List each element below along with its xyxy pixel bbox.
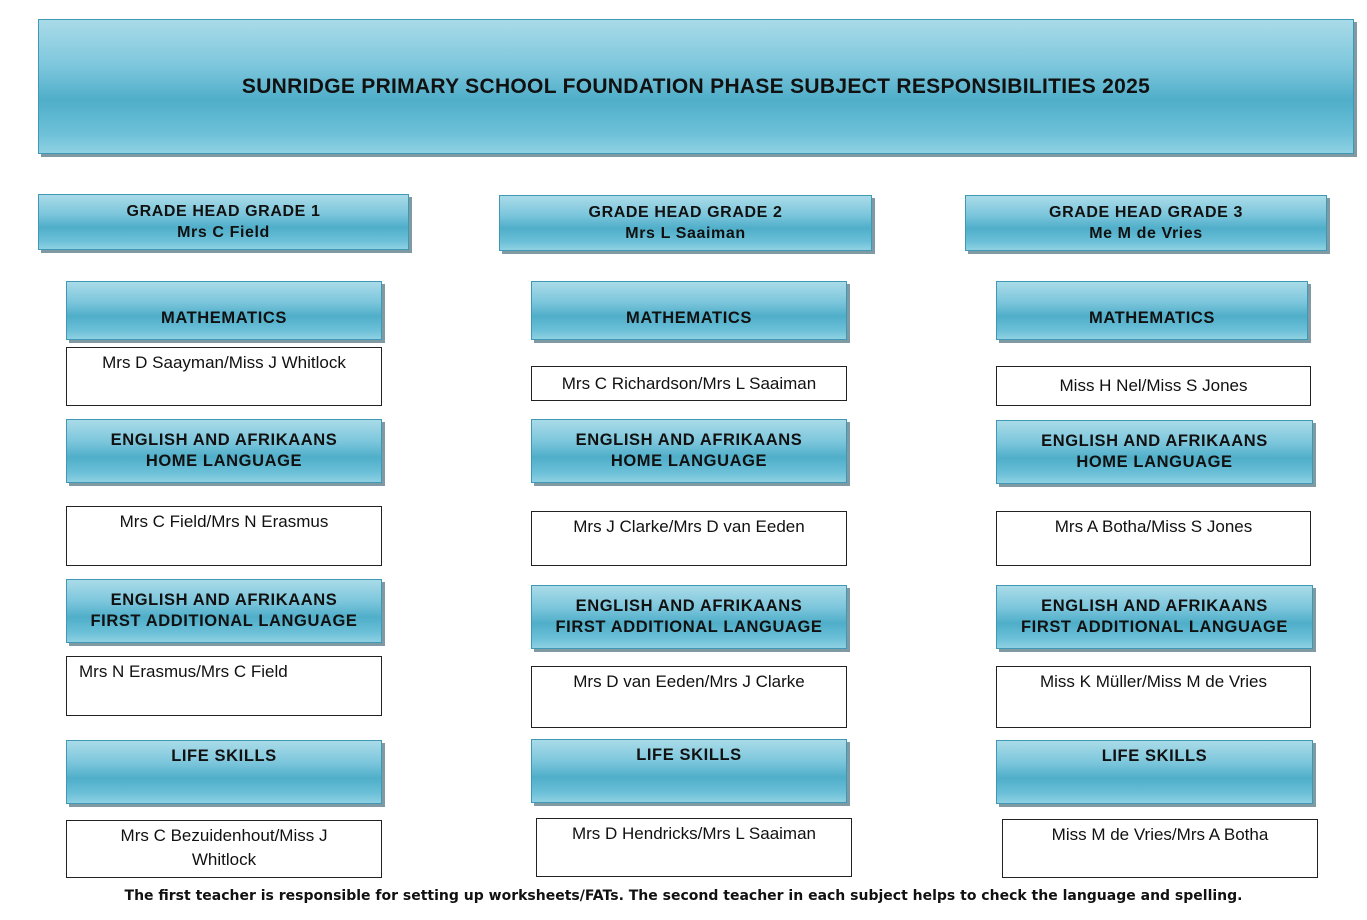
grade1-math-teachers-box [66, 347, 382, 406]
grade1-fal-teachers: Mrs N Erasmus/Mrs C Field [79, 662, 288, 681]
grade1-hl-teachers: Mrs C Field/Mrs N Erasmus [119, 512, 329, 531]
grade1-hl-teachers-box [66, 506, 382, 566]
grade2-ls-header [531, 739, 847, 803]
page-title-text: SUNRIDGE PRIMARY SCHOOL FOUNDATION PHASE SUBJECT RESPONSIBILITIES 2025 [241, 74, 1151, 98]
grade3-hl-label-1: ENGLISH AND AFRIKAANS [1041, 432, 1268, 450]
grade2-math-teachers: Mrs C Richardson/Mrs L Saaiman [561, 373, 817, 393]
grade2-hl-label-1: ENGLISH AND AFRIKAANS [575, 431, 803, 449]
page-title [38, 19, 1354, 154]
grade1-hl-label-1: ENGLISH AND AFRIKAANS [110, 431, 338, 449]
grade3-hl-label-2: HOME LANGUAGE [1076, 453, 1233, 471]
grade1-fal-label-2: FIRST ADDITIONAL LANGUAGE [90, 612, 358, 630]
grade3-math-header [996, 281, 1308, 340]
grade3-math-label: MATHEMATICS [1088, 309, 1216, 327]
grade1-math-label: MATHEMATICS [160, 309, 288, 327]
grade3-ls-teachers: Miss M de Vries/Mrs A Botha [1051, 825, 1269, 844]
grade1-ls-label: LIFE SKILLS [171, 747, 277, 765]
grade3-head-name: Me M de Vries [1089, 225, 1203, 242]
grade3-math-teachers: Miss H Nel/Miss S Jones [1059, 376, 1248, 395]
grade2-ls-teachers-box [536, 818, 852, 877]
grade2-hl-label-2: HOME LANGUAGE [610, 452, 768, 470]
grade1-head-label: GRADE HEAD GRADE 1 [126, 203, 321, 220]
grade2-ls-teachers: Mrs D Hendricks/Mrs L Saaiman [571, 824, 817, 843]
grade3-ls-label: LIFE SKILLS [1101, 747, 1208, 765]
grade2-fal-label-1: ENGLISH AND AFRIKAANS [575, 597, 803, 615]
grade1-ls-teachers-box [66, 820, 382, 878]
grade3-ls-teachers-box [1002, 819, 1318, 878]
grade2-head-box [499, 195, 872, 251]
grade2-hl-teachers: Mrs J Clarke/Mrs D van Eeden [573, 517, 805, 536]
grade3-hl-header [996, 420, 1313, 484]
grade2-head-label: GRADE HEAD GRADE 2 [588, 204, 783, 221]
grade2-fal-label-2: FIRST ADDITIONAL LANGUAGE [555, 618, 823, 636]
grade2-math-label: MATHEMATICS [625, 309, 753, 327]
grade3-head-label: GRADE HEAD GRADE 3 [1049, 204, 1243, 221]
grade3-hl-teachers: Mrs A Botha/Miss S Jones [1054, 517, 1253, 536]
grade2-math-teachers-box [531, 366, 847, 401]
grade1-hl-label-2: HOME LANGUAGE [145, 452, 303, 470]
grade2-fal-header [531, 585, 847, 649]
grade3-math-teachers-box [996, 366, 1311, 406]
grade1-fal-teachers-box [66, 656, 382, 716]
grade2-fal-teachers-box [531, 666, 847, 728]
grade1-hl-header [66, 419, 382, 483]
grade1-math-header [66, 281, 382, 340]
grade3-fal-label-2: FIRST ADDITIONAL LANGUAGE [1020, 618, 1289, 636]
grade3-head-box [965, 195, 1327, 251]
grade1-fal-label-1: ENGLISH AND AFRIKAANS [110, 591, 338, 609]
grade1-head-name: Mrs C Field [177, 224, 270, 241]
grade3-fal-teachers: Miss K Müller/Miss M de Vries [1039, 672, 1267, 691]
grade2-head-name: Mrs L Saaiman [625, 225, 746, 242]
grade3-fal-label-1: ENGLISH AND AFRIKAANS [1041, 597, 1268, 615]
grade1-ls-header [66, 740, 382, 804]
grade2-hl-header [531, 419, 847, 483]
grade1-math-teachers: Mrs D Saayman/Miss J Whitlock [102, 353, 346, 372]
grade3-hl-teachers-box [996, 511, 1311, 566]
grade3-fal-teachers-box [996, 666, 1311, 728]
grade2-hl-teachers-box [531, 511, 847, 566]
grade3-fal-header [996, 585, 1313, 649]
grade2-ls-label: LIFE SKILLS [636, 746, 742, 764]
grade1-ls-teachers: Mrs C Bezuidenhout/Miss J Whitlock [120, 826, 328, 869]
grade2-math-header [531, 281, 847, 340]
grade2-fal-teachers: Mrs D van Eeden/Mrs J Clarke [573, 672, 805, 691]
grade3-ls-header [996, 740, 1313, 804]
grade1-head-box [38, 194, 409, 250]
footer-note: The first teacher is responsible for setting up worksheets/FATs. The second teacher in each subject helps to check the language and spelling. [124, 888, 1243, 904]
grade1-fal-header [66, 579, 382, 643]
